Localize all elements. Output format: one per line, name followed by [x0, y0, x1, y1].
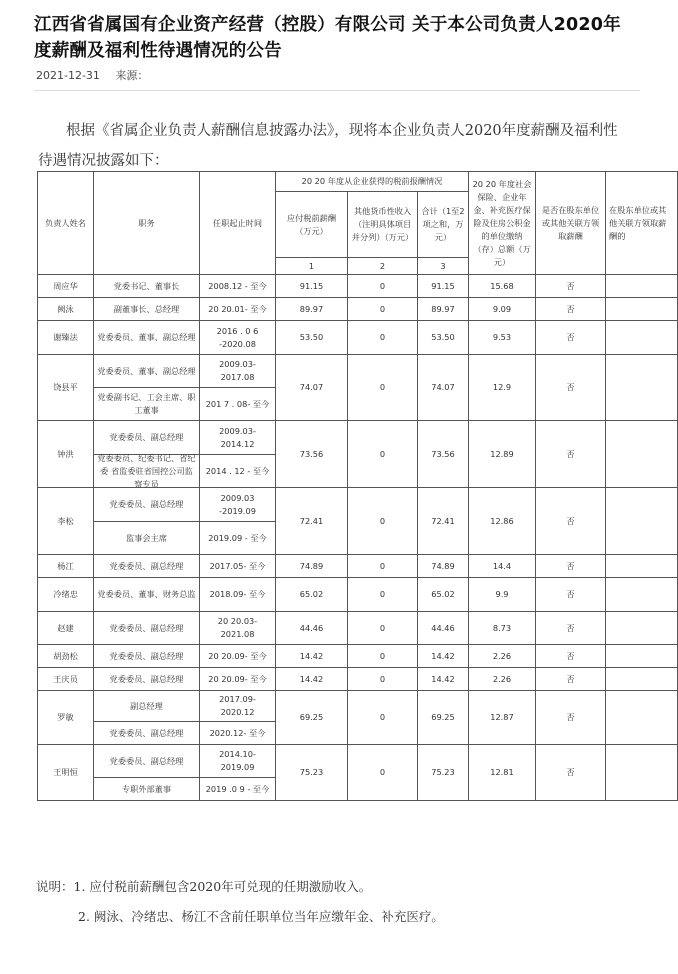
term-cell: 2019 .0 9 - 至今 — [199, 777, 276, 801]
header-position: 职务 — [93, 171, 200, 275]
position-cell: 专职外部董事 — [93, 777, 200, 801]
term-cell: 2020.12- 至今 — [199, 721, 276, 745]
insurance-cell: 12.89 — [468, 420, 536, 488]
note-line-2: 2. 阙泳、冷绪忠、杨江不含前任职单位当年应缴年金、补充医疗。 — [78, 909, 444, 924]
insurance-cell: 9.53 — [468, 320, 536, 355]
other-income-cell: 0 — [347, 420, 418, 488]
insurance-cell: 12.81 — [468, 744, 536, 801]
total-cell: 72.41 — [417, 487, 469, 555]
other-income-cell: 0 — [347, 354, 418, 421]
position-cell: 监事会主席 — [93, 521, 200, 555]
person-name: 周应华 — [37, 274, 94, 298]
other-income-cell: 0 — [347, 554, 418, 578]
person-name: 王庆员 — [37, 667, 94, 691]
term-cell: 20 20.09- 至今 — [199, 644, 276, 668]
header-group: 20 20 年度从企业获得的税前报酬情况 — [275, 171, 469, 192]
other-income-cell: 0 — [347, 577, 418, 612]
position-cell: 党委副书记、工会主席、职工董事 — [93, 387, 200, 421]
term-cell: 2009.03-2017.08 — [199, 354, 276, 388]
pay-cell: 74.07 — [275, 354, 348, 421]
pay-cell: 89.97 — [275, 297, 348, 321]
header-index-2: 2 — [347, 257, 418, 275]
other-income-cell: 0 — [347, 320, 418, 355]
term-cell: 2014.10-2019.09 — [199, 744, 276, 778]
person-name: 钟洪 — [37, 420, 94, 488]
other-unit-cell: 否 — [535, 320, 606, 355]
term-cell: 2016 . 0 6 -2020.08 — [199, 320, 276, 355]
insurance-cell: 9.9 — [468, 577, 536, 612]
position-cell: 党委书记、董事长 — [93, 274, 200, 298]
term-cell: 2017.05- 至今 — [199, 554, 276, 578]
position-cell: 党委委员、副总经理 — [93, 420, 200, 455]
header-total: 合计（1至2项之和，万元） — [417, 191, 469, 258]
position-cell: 党委委员、董事、副总经理 — [93, 320, 200, 355]
total-cell: 14.42 — [417, 667, 469, 691]
other-income-cell: 0 — [347, 644, 418, 668]
position-cell: 党委委员、副总经理 — [93, 667, 200, 691]
cut-cell — [605, 487, 678, 555]
header-cut: 在股东单位或其他关联方领取薪酬的 — [605, 171, 678, 275]
cut-cell — [605, 320, 678, 355]
other-unit-cell: 否 — [535, 297, 606, 321]
cut-cell — [605, 744, 678, 801]
pay-cell: 65.02 — [275, 577, 348, 612]
pay-cell: 53.50 — [275, 320, 348, 355]
position-cell: 副董事长、总经理 — [93, 297, 200, 321]
cut-cell — [605, 274, 678, 298]
person-name: 谢臻法 — [37, 320, 94, 355]
other-unit-cell: 否 — [535, 577, 606, 612]
other-unit-cell: 否 — [535, 644, 606, 668]
other-unit-cell: 否 — [535, 667, 606, 691]
header-insurance: 20 20 年度社会保险、企业年金、补充医疗保险及住房公积金的单位缴纳（存）总额（万元） — [468, 171, 536, 275]
insurance-cell: 2.26 — [468, 667, 536, 691]
other-unit-cell: 否 — [535, 274, 606, 298]
cut-cell — [605, 554, 678, 578]
cut-cell — [605, 297, 678, 321]
total-cell: 91.15 — [417, 274, 469, 298]
other-unit-cell: 否 — [535, 611, 606, 645]
person-name: 冷绪忠 — [37, 577, 94, 612]
publish-date: 2021-12-31 — [36, 69, 100, 82]
person-name: 王明恒 — [37, 744, 94, 801]
header-other: 其他货币性收入（注明具体项目并分列）（万元） — [347, 191, 418, 258]
insurance-cell: 12.9 — [468, 354, 536, 421]
position-cell: 党委委员、董事、副总经理 — [93, 354, 200, 388]
position-cell: 党委委员、纪委书记、省纪委 省监委驻省国控公司监察专员 — [93, 454, 200, 488]
insurance-cell: 14.4 — [468, 554, 536, 578]
term-cell: 2008.12 - 至今 — [199, 274, 276, 298]
other-income-cell: 0 — [347, 611, 418, 645]
position-cell: 党委委员、副总经理 — [93, 744, 200, 778]
note-line-1: 说明：1. 应付税前薪酬包含2020年可兑现的任期激励收入。 — [36, 879, 372, 894]
term-cell: 20 20.09- 至今 — [199, 667, 276, 691]
term-cell: 2018.09- 至今 — [199, 577, 276, 612]
total-cell: 74.89 — [417, 554, 469, 578]
insurance-cell: 8.73 — [468, 611, 536, 645]
article-meta — [36, 67, 160, 83]
cut-cell — [605, 577, 678, 612]
pay-cell: 14.42 — [275, 644, 348, 668]
person-name: 饶县平 — [37, 354, 94, 421]
pay-cell: 44.46 — [275, 611, 348, 645]
position-cell: 党委委员、副总经理 — [93, 487, 200, 522]
pay-cell: 73.56 — [275, 420, 348, 488]
salary-table — [37, 171, 667, 847]
person-name: 李松 — [37, 487, 94, 555]
position-cell: 党委委员、副总经理 — [93, 611, 200, 645]
article-title: 江西省省属国有企业资产经营（控股）有限公司 关于本公司负责人2020年度薪酬及福利性待遇情况的公告 — [34, 15, 621, 61]
header-name: 负责人姓名 — [37, 171, 94, 275]
term-cell: 20 20.03-2021.08 — [199, 611, 276, 645]
divider — [34, 90, 640, 91]
total-cell: 69.25 — [417, 690, 469, 745]
cut-cell — [605, 611, 678, 645]
person-name: 赵建 — [37, 611, 94, 645]
pay-cell: 72.41 — [275, 487, 348, 555]
header-index-3: 3 — [417, 257, 469, 275]
total-cell: 73.56 — [417, 420, 469, 488]
pay-cell: 74.89 — [275, 554, 348, 578]
term-cell: 2014 . 12 - 至今 — [199, 454, 276, 488]
intro-paragraph: 根据《省属企业负责人薪酬信息披露办法》，现将本企业负责人2020年度薪酬及福利性待遇情况披露如下： — [38, 123, 618, 169]
header-term: 任职起止时间 — [199, 171, 276, 275]
total-cell: 14.42 — [417, 644, 469, 668]
insurance-cell: 12.87 — [468, 690, 536, 745]
position-cell: 党委委员、副总经理 — [93, 644, 200, 668]
term-cell: 2019.09 - 至今 — [199, 521, 276, 555]
total-cell: 44.46 — [417, 611, 469, 645]
insurance-cell: 9.09 — [468, 297, 536, 321]
other-unit-cell: 否 — [535, 744, 606, 801]
term-cell: 201 7 . 08- 至今 — [199, 387, 276, 421]
person-name: 阙泳 — [37, 297, 94, 321]
position-cell: 党委委员、副总经理 — [93, 721, 200, 745]
person-name: 杨江 — [37, 554, 94, 578]
position-cell: 党委委员、副总经理 — [93, 554, 200, 578]
position-cell: 党委委员、董事、财务总监 — [93, 577, 200, 612]
cut-cell — [605, 420, 678, 488]
insurance-cell: 2.26 — [468, 644, 536, 668]
total-cell: 89.97 — [417, 297, 469, 321]
position-cell: 副总经理 — [93, 690, 200, 722]
cut-cell — [605, 644, 678, 668]
term-cell: 2009.03 -2019.09 — [199, 487, 276, 522]
term-cell: 2009.03-2014.12 — [199, 420, 276, 455]
other-unit-cell: 否 — [535, 354, 606, 421]
pay-cell: 69.25 — [275, 690, 348, 745]
pay-cell: 75.23 — [275, 744, 348, 801]
person-name: 罗敏 — [37, 690, 94, 745]
other-unit-cell: 否 — [535, 554, 606, 578]
total-cell: 74.07 — [417, 354, 469, 421]
other-income-cell: 0 — [347, 274, 418, 298]
total-cell: 53.50 — [417, 320, 469, 355]
other-income-cell: 0 — [347, 690, 418, 745]
other-income-cell: 0 — [347, 667, 418, 691]
source-label: 来源： — [115, 69, 149, 82]
term-cell: 2017.09-2020.12 — [199, 690, 276, 722]
term-cell: 20 20.01- 至今 — [199, 297, 276, 321]
total-cell: 75.23 — [417, 744, 469, 801]
person-name: 胡劲松 — [37, 644, 94, 668]
other-income-cell: 0 — [347, 744, 418, 801]
insurance-cell: 15.68 — [468, 274, 536, 298]
pay-cell: 14.42 — [275, 667, 348, 691]
other-income-cell: 0 — [347, 297, 418, 321]
cut-cell — [605, 690, 678, 745]
other-unit-cell: 否 — [535, 487, 606, 555]
header-other-unit: 是否在股东单位或其他关联方领取薪酬 — [535, 171, 606, 275]
insurance-cell: 12.86 — [468, 487, 536, 555]
header-index-1: 1 — [275, 257, 348, 275]
header-pay: 应付税前薪酬（万元） — [275, 191, 348, 258]
total-cell: 65.02 — [417, 577, 469, 612]
other-income-cell: 0 — [347, 487, 418, 555]
other-unit-cell: 否 — [535, 690, 606, 745]
pay-cell: 91.15 — [275, 274, 348, 298]
other-unit-cell: 否 — [535, 420, 606, 488]
cut-cell — [605, 667, 678, 691]
cut-cell — [605, 354, 678, 421]
